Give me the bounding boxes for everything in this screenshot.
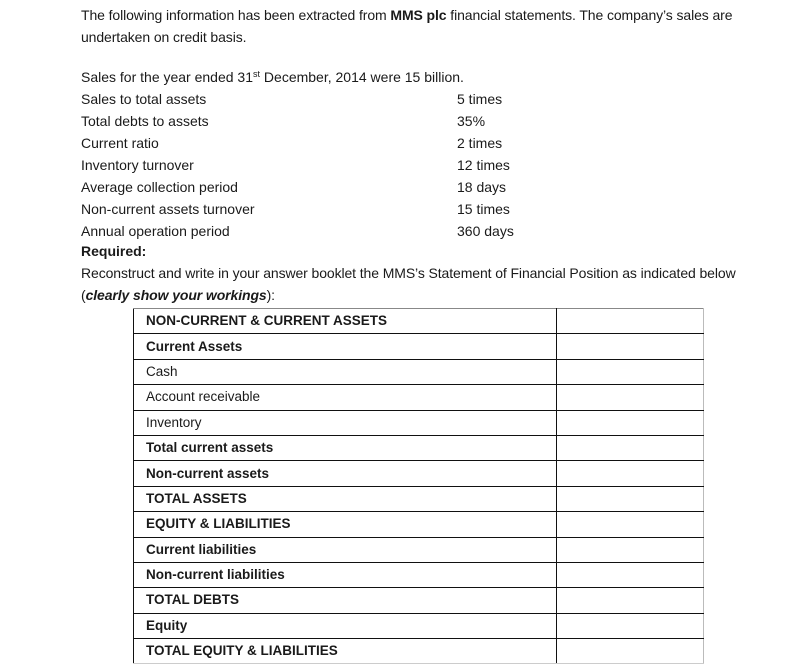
instruction-text: Reconstruct and write in your answer booklet the MMS’s Statement of Financial Position as indicated below ( [81,265,736,303]
table-row [134,334,704,359]
row-value-cell [557,309,704,334]
row-value-cell [557,588,704,613]
ratio-value: 5 times [457,91,503,107]
row-value-cell [557,334,704,359]
ratio-row [81,110,541,132]
ratio-value: 12 times [457,157,510,173]
ratio-row [81,220,541,242]
row-label: Inventory [134,410,557,435]
row-label: NON-CURRENT & CURRENT ASSETS [134,309,557,334]
sales-statement [81,66,464,88]
ratio-label: Average collection period [81,179,238,195]
row-value-cell [557,537,704,562]
row-value-cell [557,613,704,638]
row-value-cell [557,486,704,511]
ratio-value: 18 days [457,179,507,195]
instruction-emphasis: clearly show your workings [85,287,267,303]
instruction-paragraph [81,262,781,306]
instruction-end: ): [266,287,275,303]
ratio-row [81,132,541,154]
sales-prefix: Sales for the year ended 31 [81,69,254,85]
ratio-row [81,176,541,198]
table-row [134,410,704,435]
ratio-row [81,154,541,176]
row-label: Equity [134,613,557,638]
ratio-label: Non-current assets turnover [81,201,255,217]
ratio-value: 2 times [457,135,503,151]
table-row [134,461,704,486]
company-name: MMS plc [390,7,447,23]
row-label: Current liabilities [134,537,557,562]
row-label: Account receivable [134,385,557,410]
table-row [134,512,704,537]
ratio-row [81,198,541,220]
table-row [134,639,704,664]
sales-superscript: st [253,69,261,79]
ratio-row [81,88,541,110]
row-label: Non-current assets [134,461,557,486]
row-value-cell [557,435,704,460]
ratio-label: Current ratio [81,135,159,151]
row-value-cell [557,512,704,537]
ratio-label: Sales to total assets [81,91,207,107]
ratio-label: Inventory turnover [81,157,194,173]
row-value-cell [557,562,704,587]
row-value-cell [557,385,704,410]
table-row [134,385,704,410]
intro-prefix: The following information has been extracted from [81,7,391,23]
row-label: Cash [134,359,557,384]
ratio-value: 35% [457,113,486,129]
row-label: EQUITY & LIABILITIES [134,512,557,537]
row-label: TOTAL ASSETS [134,486,557,511]
ratio-value: 360 days [457,223,514,239]
sales-suffix: December, 2014 were 15 billion. [260,69,464,85]
intro-paragraph [81,4,781,48]
table-row [134,359,704,384]
row-label: TOTAL EQUITY & LIABILITIES [134,639,557,664]
table-row [134,588,704,613]
table-row [134,537,704,562]
table-row [134,613,704,638]
row-label: TOTAL DEBTS [134,588,557,613]
intro-suffix: financial statements. The company’s sales are undertaken on credit basis. [81,7,733,45]
statement-of-financial-position-table [133,308,704,664]
ratio-label: Total debts to assets [81,113,209,129]
required-heading: Required: [81,243,147,259]
row-value-cell [557,639,704,664]
table-row [134,486,704,511]
row-value-cell [557,359,704,384]
row-label: Total current assets [134,435,557,460]
table-row [134,309,704,334]
ratio-label: Annual operation period [81,223,230,239]
table-row [134,435,704,460]
row-label: Non-current liabilities [134,562,557,587]
row-label: Current Assets [134,334,557,359]
row-value-cell [557,461,704,486]
table-row [134,562,704,587]
row-value-cell [557,410,704,435]
ratio-value: 15 times [457,201,510,217]
